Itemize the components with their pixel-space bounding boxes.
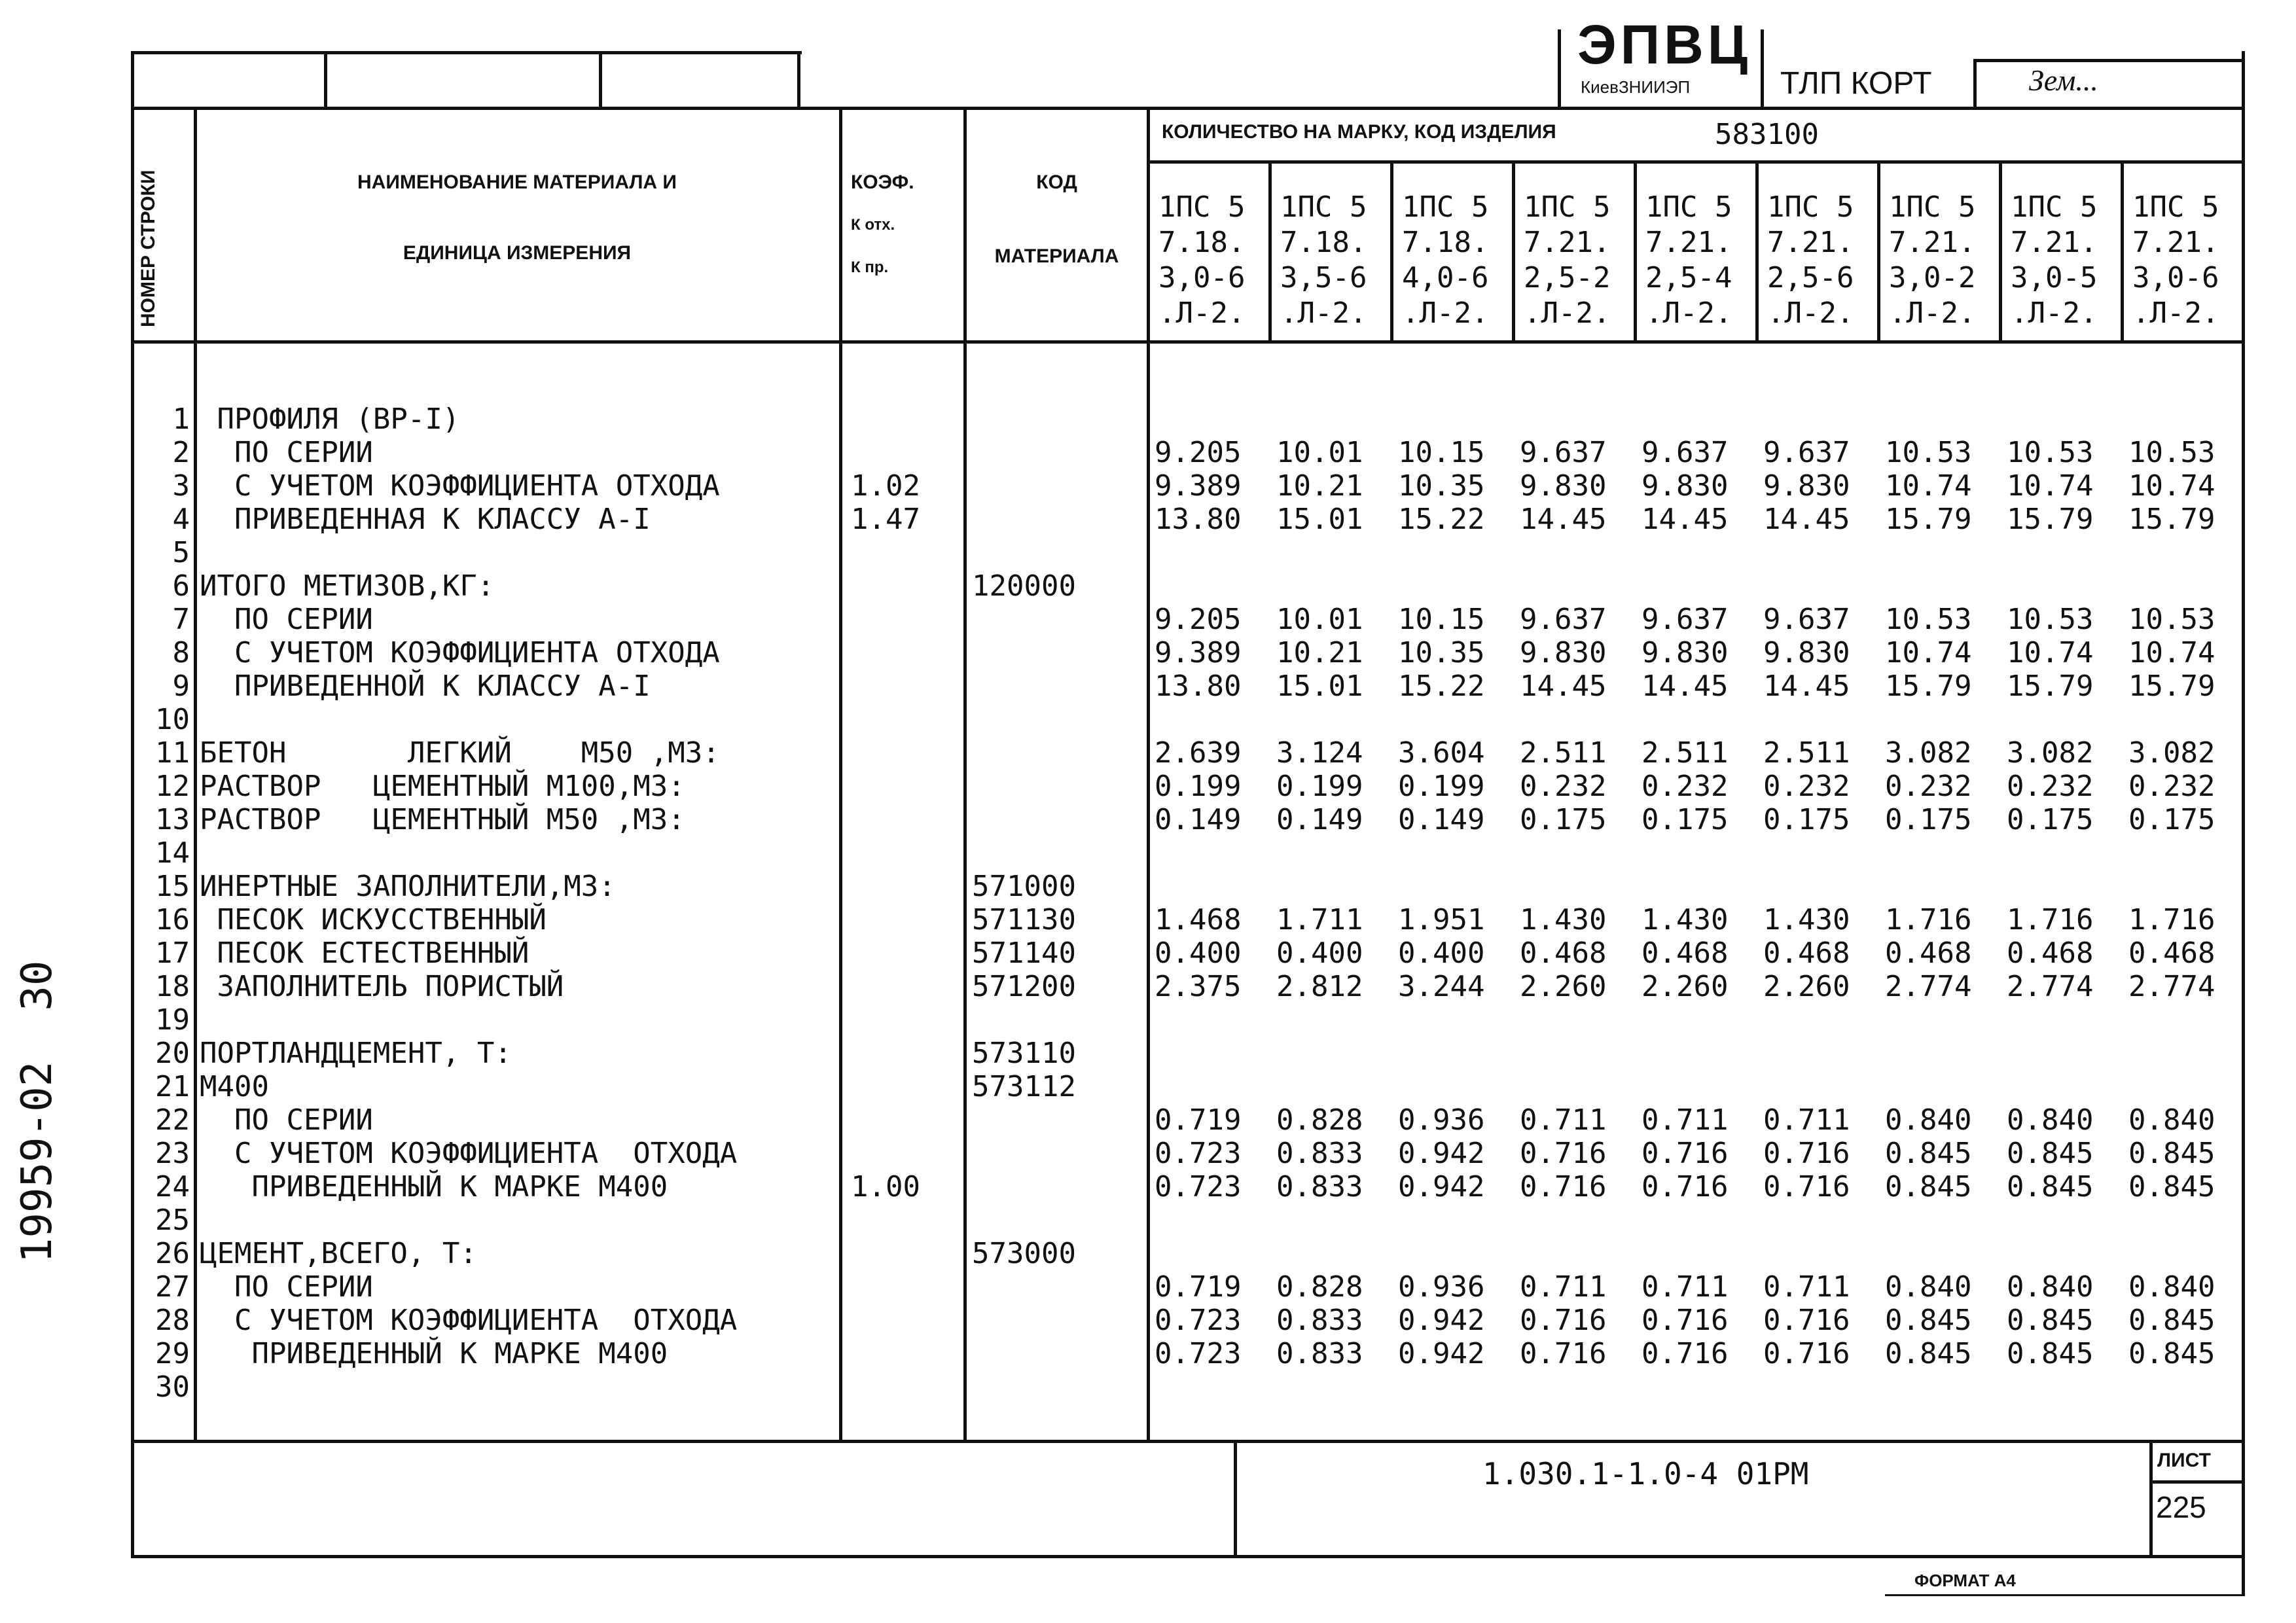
coefficient: 1.47 [851, 503, 920, 536]
row-number: 27 [155, 1270, 190, 1304]
quantity-value: 10.53 [2007, 436, 2094, 469]
quantity-value: 10.53 [2128, 603, 2215, 636]
row-number: 9 [172, 669, 190, 703]
mark-header: 1ПС 5 7.21. 2,5-2 .Л-2. [1524, 190, 1611, 330]
quantity-value: 0.199 [1155, 770, 1242, 803]
top-strip-div3 [797, 51, 800, 107]
quantity-value: 10.53 [2128, 436, 2215, 469]
quantity-value: 9.830 [1520, 636, 1607, 669]
quantity-value: 10.74 [2007, 469, 2094, 503]
quantity-value: 0.716 [1763, 1304, 1850, 1337]
material-code: 571140 [972, 936, 1076, 970]
quantity-value: 0.723 [1155, 1137, 1242, 1170]
material-name: С УЧЕТОМ КОЭФФИЦИЕНТА ОТХОДА [200, 636, 720, 669]
frame-left-line [131, 51, 134, 1558]
quantity-value: 0.845 [2007, 1170, 2094, 1204]
stamp-div3 [1973, 59, 1977, 107]
quantity-value: 0.175 [1641, 803, 1729, 836]
quantity-value: 15.79 [2007, 503, 2094, 536]
quantity-value: 0.716 [1520, 1170, 1607, 1204]
col-sep-coef [963, 107, 967, 1442]
quantity-value: 15.79 [2128, 503, 2215, 536]
material-name: ПО СЕРИИ [200, 1270, 373, 1304]
quantity-value: 10.74 [2007, 636, 2094, 669]
material-name: М400 [200, 1070, 269, 1103]
quantity-value: 0.833 [1276, 1337, 1363, 1370]
quantity-value: 14.45 [1763, 503, 1850, 536]
row-number: 30 [155, 1370, 190, 1404]
quantity-value: 9.637 [1641, 603, 1729, 636]
quantity-value: 0.716 [1763, 1337, 1850, 1370]
table-top-line [131, 107, 2245, 110]
titleblock-sheet-div [2149, 1440, 2153, 1558]
quantity-value: 2.511 [1763, 736, 1850, 770]
col-sep-name [839, 107, 842, 1442]
quantity-value: 9.637 [1641, 436, 1729, 469]
quantity-value: 0.468 [1641, 936, 1729, 970]
material-name: РАСТВОР ЦЕМЕНТНЫЙ М50 ,М3: [200, 803, 685, 836]
quantity-value: 0.833 [1276, 1137, 1363, 1170]
material-code: 571130 [972, 903, 1076, 936]
quantity-value: 10.74 [1885, 469, 1972, 503]
mark-header: 1ПС 5 7.21. 3,0-2 .Л-2. [1889, 190, 1976, 330]
quantity-value: 0.711 [1520, 1103, 1607, 1137]
quantity-value: 0.716 [1520, 1337, 1607, 1370]
material-code: 573112 [972, 1070, 1076, 1103]
quantity-value: 13.80 [1155, 669, 1242, 703]
quantity-value: 0.723 [1155, 1170, 1242, 1204]
row-number: 6 [172, 569, 190, 603]
quantity-value: 2.774 [1885, 970, 1972, 1003]
row-number: 1 [172, 402, 190, 436]
quantity-value: 9.389 [1155, 469, 1242, 503]
titleblock-sheet-line [2149, 1480, 2245, 1484]
header-product-code: 583100 [1715, 118, 1819, 151]
quantity-value: 1.716 [2128, 903, 2215, 936]
material-name: БЕТОН ЛЕГКИЙ М50 ,М3: [200, 736, 720, 770]
dept-label: ТЛП КОРТ [1780, 66, 1932, 101]
header-coef-line3: К пр. [851, 259, 889, 276]
header-code-line2: МАТЕРИАЛА [994, 245, 1119, 267]
quantity-value: 0.716 [1641, 1170, 1729, 1204]
quantity-value: 1.711 [1276, 903, 1363, 936]
quantity-value: 0.845 [2007, 1304, 2094, 1337]
quantity-value: 0.400 [1276, 936, 1363, 970]
quantity-value: 9.637 [1520, 436, 1607, 469]
row-number: 2 [172, 436, 190, 469]
quantity-value: 0.175 [2007, 803, 2094, 836]
material-code: 573000 [972, 1237, 1076, 1270]
material-name: С УЧЕТОМ КОЭФФИЦИЕНТА ОТХОДА [200, 1304, 738, 1337]
quantity-value: 0.711 [1763, 1103, 1850, 1137]
quantity-value: 9.205 [1155, 603, 1242, 636]
format-label: ФОРМАТ А4 [1914, 1571, 2016, 1590]
header-coef-line2: К отх. [851, 216, 895, 234]
quantity-value: 10.74 [2128, 469, 2215, 503]
quantity-value: 1.716 [2007, 903, 2094, 936]
quantity-value: 0.942 [1398, 1170, 1485, 1204]
quantity-value: 2.774 [2007, 970, 2094, 1003]
row-number: 3 [172, 469, 190, 503]
top-strip-line [131, 51, 802, 54]
quantity-value: 0.833 [1276, 1304, 1363, 1337]
material-name: ПРИВЕДЕННАЯ К КЛАССУ А-I [200, 503, 651, 536]
quantity-value: 2.812 [1276, 970, 1363, 1003]
quantity-value: 10.15 [1398, 436, 1485, 469]
quantity-value: 0.232 [1763, 770, 1850, 803]
material-code: 120000 [972, 569, 1076, 603]
row-number: 4 [172, 503, 190, 536]
material-name: ПО СЕРИИ [200, 603, 373, 636]
quantity-value: 0.828 [1276, 1103, 1363, 1137]
quantity-value: 0.942 [1398, 1304, 1485, 1337]
material-code: 571200 [972, 970, 1076, 1003]
quantity-value: 0.716 [1763, 1170, 1850, 1204]
quantity-value: 0.468 [1520, 936, 1607, 970]
quantity-value: 3.604 [1398, 736, 1485, 770]
quantity-value: 0.719 [1155, 1103, 1242, 1137]
quantity-value: 10.15 [1398, 603, 1485, 636]
header-bottom-line [131, 340, 2245, 344]
quantity-value: 9.637 [1763, 436, 1850, 469]
quantity-value: 0.845 [1885, 1170, 1972, 1204]
col-sep-rowno [194, 107, 197, 1442]
titleblock-div [1234, 1440, 1237, 1558]
quantity-value: 15.01 [1276, 503, 1363, 536]
quantity-value: 0.723 [1155, 1304, 1242, 1337]
quantity-value: 0.711 [1520, 1270, 1607, 1304]
quantity-value: 9.637 [1763, 603, 1850, 636]
quantity-value: 1.430 [1763, 903, 1850, 936]
quantity-value: 2.260 [1641, 970, 1729, 1003]
row-number: 16 [155, 903, 190, 936]
quantity-value: 15.22 [1398, 503, 1485, 536]
signature: Зем... [2029, 63, 2098, 97]
quantity-value: 10.21 [1276, 636, 1363, 669]
header-coef-line1: КОЭФ. [851, 171, 914, 193]
quantity-value: 0.716 [1520, 1137, 1607, 1170]
header-name-line2: ЕДИНИЦА ИЗМЕРЕНИЯ [403, 242, 632, 264]
row-number: 11 [155, 736, 190, 770]
quantity-value: 0.468 [1763, 936, 1850, 970]
material-name: ЦЕМЕНТ,ВСЕГО, Т: [200, 1237, 477, 1270]
quantity-value: 0.175 [1763, 803, 1850, 836]
quantity-value: 9.830 [1520, 469, 1607, 503]
quantity-value: 1.716 [1885, 903, 1972, 936]
material-code: 571000 [972, 870, 1076, 903]
quantity-value: 1.430 [1520, 903, 1607, 936]
quantity-value: 9.205 [1155, 436, 1242, 469]
material-name: ИНЕРТНЫЕ ЗАПОЛНИТЕЛИ,М3: [200, 870, 616, 903]
coefficient: 1.00 [851, 1170, 920, 1204]
quantity-value: 10.21 [1276, 469, 1363, 503]
quantity-value: 10.01 [1276, 436, 1363, 469]
material-name: ПО СЕРИИ [200, 1103, 373, 1137]
material-name: С УЧЕТОМ КОЭФФИЦИЕНТА ОТХОДА [200, 1137, 738, 1170]
quantity-value: 9.389 [1155, 636, 1242, 669]
quantity-value: 0.232 [1641, 770, 1729, 803]
row-number: 15 [155, 870, 190, 903]
mark-header: 1ПС 5 7.21. 3,0-5 .Л-2. [2011, 190, 2098, 330]
quantity-value: 10.53 [1885, 436, 1972, 469]
quantity-value: 0.840 [2128, 1103, 2215, 1137]
mark-header: 1ПС 5 7.18. 3,0-6 .Л-2. [1158, 190, 1246, 330]
table-bottom-line [131, 1440, 2245, 1443]
quantity-value: 0.942 [1398, 1137, 1485, 1170]
row-number: 29 [155, 1337, 190, 1370]
row-number: 18 [155, 970, 190, 1003]
quantity-value: 2.511 [1520, 736, 1607, 770]
quantity-value: 14.45 [1520, 503, 1607, 536]
quantity-value: 0.840 [2128, 1270, 2215, 1304]
quantity-value: 10.53 [2007, 603, 2094, 636]
row-number: 19 [155, 1003, 190, 1037]
quantity-value: 0.711 [1763, 1270, 1850, 1304]
quantity-value: 10.35 [1398, 469, 1485, 503]
quantity-value: 2.774 [2128, 970, 2215, 1003]
quantity-value: 15.79 [1885, 503, 1972, 536]
material-name: ПРИВЕДЕННОЙ К КЛАССУ А-I [200, 669, 651, 703]
quantity-value: 0.845 [2128, 1337, 2215, 1370]
frame-bottom-line [131, 1555, 2245, 1558]
material-name: РАСТВОР ЦЕМЕНТНЫЙ М100,М3: [200, 770, 685, 803]
quantity-value: 2.375 [1155, 970, 1242, 1003]
quantity-value: 15.79 [2007, 669, 2094, 703]
quantity-value: 0.711 [1641, 1270, 1729, 1304]
quantity-value: 0.175 [2128, 803, 2215, 836]
quantity-value: 1.951 [1398, 903, 1485, 936]
quantity-value: 9.830 [1641, 469, 1729, 503]
quantity-value: 0.400 [1155, 936, 1242, 970]
header-name-line1: НАИМЕНОВАНИЕ МАТЕРИАЛА И [357, 171, 677, 193]
quantity-value: 0.199 [1398, 770, 1485, 803]
quantity-value: 0.840 [1885, 1270, 1972, 1304]
row-number: 21 [155, 1070, 190, 1103]
material-name: ПОРТЛАНДЦЕМЕНТ, Т: [200, 1037, 512, 1070]
format-underline [1885, 1594, 2245, 1596]
row-number: 12 [155, 770, 190, 803]
quantity-value: 0.232 [1520, 770, 1607, 803]
quantity-value: 0.232 [2128, 770, 2215, 803]
quantity-value: 0.711 [1641, 1103, 1729, 1137]
material-name: ПРОФИЛЯ (ВР-I) [200, 402, 460, 436]
quantity-value: 0.845 [2128, 1170, 2215, 1204]
sheet-number: 225 [2156, 1490, 2206, 1524]
quantity-value: 0.936 [1398, 1103, 1485, 1137]
row-number: 26 [155, 1237, 190, 1270]
quantity-value: 3.124 [1276, 736, 1363, 770]
quantity-value: 0.845 [2007, 1137, 2094, 1170]
stamp-div1 [1558, 29, 1561, 107]
quantity-value: 0.468 [2007, 936, 2094, 970]
quantity-value: 0.716 [1641, 1337, 1729, 1370]
quantity-value: 0.716 [1763, 1137, 1850, 1170]
material-name: ПРИВЕДЕННЫЙ К МАРКЕ М400 [200, 1170, 668, 1204]
row-number: 5 [172, 536, 190, 569]
quantity-value: 15.22 [1398, 669, 1485, 703]
mark-header: 1ПС 5 7.21. 2,5-6 .Л-2. [1767, 190, 1854, 330]
coefficient: 1.02 [851, 469, 920, 503]
quantity-value: 2.260 [1763, 970, 1850, 1003]
quantity-value: 14.45 [1641, 669, 1729, 703]
quantity-value: 0.716 [1641, 1304, 1729, 1337]
qty-label-line [1147, 160, 2245, 164]
quantity-value: 0.840 [1885, 1103, 1972, 1137]
row-number: 14 [155, 836, 190, 870]
row-number: 17 [155, 936, 190, 970]
quantity-value: 0.716 [1641, 1137, 1729, 1170]
quantity-value: 0.840 [2007, 1103, 2094, 1137]
quantity-value: 2.260 [1520, 970, 1607, 1003]
quantity-value: 0.845 [2007, 1337, 2094, 1370]
row-number: 23 [155, 1137, 190, 1170]
org-subtitle: КиевЗНИИЭП [1581, 77, 1691, 97]
quantity-value: 0.199 [1276, 770, 1363, 803]
quantity-value: 0.833 [1276, 1170, 1363, 1204]
stamp-sig-line [1973, 59, 2245, 62]
mark-header: 1ПС 5 7.21. 2,5-4 .Л-2. [1645, 190, 1732, 330]
header-qty-label: КОЛИЧЕСТВО НА МАРКУ, КОД ИЗДЕЛИЯ [1162, 121, 1556, 143]
side-archive-number: 19959-02 30 [13, 960, 62, 1263]
quantity-value: 0.400 [1398, 936, 1485, 970]
quantity-value: 0.149 [1155, 803, 1242, 836]
quantity-value: 14.45 [1641, 503, 1729, 536]
quantity-value: 10.35 [1398, 636, 1485, 669]
quantity-value: 14.45 [1763, 669, 1850, 703]
row-number: 20 [155, 1037, 190, 1070]
quantity-value: 1.430 [1641, 903, 1729, 936]
quantity-value: 1.468 [1155, 903, 1242, 936]
sheet-label: ЛИСТ [2157, 1450, 2211, 1471]
row-number: 10 [155, 703, 190, 736]
material-name: ЗАПОЛНИТЕЛЬ ПОРИСТЫЙ [200, 970, 564, 1003]
row-number: 28 [155, 1304, 190, 1337]
top-strip-div2 [599, 51, 602, 107]
quantity-value: 0.845 [1885, 1337, 1972, 1370]
quantity-value: 3.082 [2007, 736, 2094, 770]
quantity-value: 15.01 [1276, 669, 1363, 703]
quantity-value: 0.845 [2128, 1304, 2215, 1337]
quantity-value: 3.082 [2128, 736, 2215, 770]
quantity-value: 14.45 [1520, 669, 1607, 703]
row-number: 25 [155, 1204, 190, 1237]
mark-header: 1ПС 5 7.21. 3,0-6 .Л-2. [2132, 190, 2219, 330]
quantity-value: 0.468 [2128, 936, 2215, 970]
row-number: 22 [155, 1103, 190, 1137]
quantity-value: 0.232 [1885, 770, 1972, 803]
quantity-value: 9.830 [1763, 636, 1850, 669]
stamp-div2 [1761, 29, 1764, 107]
top-strip-div1 [324, 51, 327, 107]
quantity-value: 0.468 [1885, 936, 1972, 970]
quantity-value: 13.80 [1155, 503, 1242, 536]
quantity-value: 0.149 [1398, 803, 1485, 836]
org-title: ЭПВЦ [1577, 14, 1752, 75]
quantity-value: 0.723 [1155, 1337, 1242, 1370]
quantity-value: 0.175 [1885, 803, 1972, 836]
material-name: ПЕСОК ЕСТЕСТВЕННЫЙ [200, 936, 529, 970]
material-name: С УЧЕТОМ КОЭФФИЦИЕНТА ОТХОДА [200, 469, 720, 503]
header-row-number: НОМЕР СТРОКИ [137, 169, 159, 327]
material-name: ПРИВЕДЕННЫЙ К МАРКЕ М400 [200, 1337, 668, 1370]
row-number: 7 [172, 603, 190, 636]
quantity-value: 0.719 [1155, 1270, 1242, 1304]
quantity-value: 0.175 [1520, 803, 1607, 836]
quantity-value: 0.232 [2007, 770, 2094, 803]
quantity-value: 15.79 [1885, 669, 1972, 703]
quantity-value: 3.082 [1885, 736, 1972, 770]
quantity-value: 3.244 [1398, 970, 1485, 1003]
row-number: 24 [155, 1170, 190, 1204]
material-name: ИТОГО МЕТИЗОВ,КГ: [200, 569, 495, 603]
mark-header: 1ПС 5 7.18. 3,5-6 .Л-2. [1280, 190, 1367, 330]
quantity-value: 0.149 [1276, 803, 1363, 836]
quantity-value: 0.840 [2007, 1270, 2094, 1304]
quantity-value: 10.74 [2128, 636, 2215, 669]
quantity-value: 0.828 [1276, 1270, 1363, 1304]
quantity-value: 0.936 [1398, 1270, 1485, 1304]
doc-code: 1.030.1-1.0-4 01РМ [1482, 1456, 1809, 1491]
quantity-value: 15.79 [2128, 669, 2215, 703]
quantity-value: 10.53 [1885, 603, 1972, 636]
quantity-value: 9.830 [1763, 469, 1850, 503]
mark-header: 1ПС 5 7.18. 4,0-6 .Л-2. [1402, 190, 1489, 330]
material-code: 573110 [972, 1037, 1076, 1070]
quantity-value: 2.639 [1155, 736, 1242, 770]
row-number: 13 [155, 803, 190, 836]
quantity-value: 10.01 [1276, 603, 1363, 636]
material-name: ПЕСОК ИСКУССТВЕННЫЙ [200, 903, 547, 936]
quantity-value: 2.511 [1641, 736, 1729, 770]
quantity-value: 0.845 [1885, 1304, 1972, 1337]
quantity-value: 0.845 [2128, 1137, 2215, 1170]
material-name: ПО СЕРИИ [200, 436, 373, 469]
header-code-line1: КОД [1036, 171, 1077, 193]
quantity-value: 0.845 [1885, 1137, 1972, 1170]
quantity-value: 0.942 [1398, 1337, 1485, 1370]
row-number: 8 [172, 636, 190, 669]
quantity-value: 9.637 [1520, 603, 1607, 636]
quantity-value: 9.830 [1641, 636, 1729, 669]
quantity-value: 0.716 [1520, 1304, 1607, 1337]
quantity-value: 10.74 [1885, 636, 1972, 669]
